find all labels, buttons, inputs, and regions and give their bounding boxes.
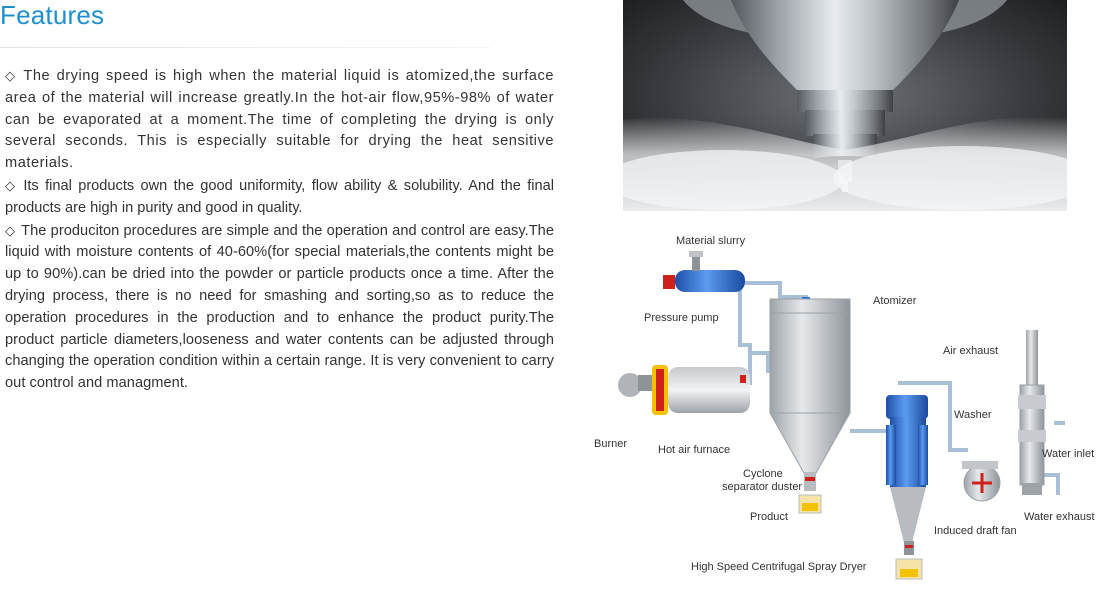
label-material-slurry: Material slurry [676, 235, 746, 247]
feature-paragraph-1 [5, 65, 554, 175]
feature-text-1: The drying speed is high when the material liquid is atomized,the surface area of the material will increase greatly.In the hot-air flow,95%-98% of water can be evaporated at a moment.The time of completing the drying is only several seconds. This is especially suitable for drying the heat sensitive materials. [5, 68, 554, 172]
label-atomizer: Atomizer [873, 295, 917, 307]
label-pressure-pump: Pressure pump [644, 312, 719, 324]
label-separator-duster: separator duster [722, 481, 803, 493]
label-water-inlet: Water inlet [1042, 448, 1095, 460]
process-flow-graphic [590, 225, 1100, 595]
label-air-exhaust: Air exhaust [943, 345, 999, 357]
label-washer: Washer [954, 409, 992, 421]
washer-tower [1018, 330, 1046, 495]
feature-paragraph-2 [5, 175, 554, 220]
feature-text-3: The produciton procedures are simple and the operation and control are easy.The liquid with moisture contents of 40-60%(for special materials,the contents might be up to 90%).can be dried into the powder or particle products once a time. After the drying process, there is no need for smashing and sorting,so as to reduce the operation procedures in the production and to enhance the product purity.The product particle diameters,looseness and water contents can be adjusted through changing the operation condition within a certain range. It is very convenient to carry out control and managment. [5, 222, 554, 392]
label-burner: Burner [594, 438, 628, 450]
atomizer-photo [623, 0, 1067, 211]
label-induced-draft-fan: Induced draft fan [934, 525, 1017, 537]
diamond-bullet-icon: ◇ [5, 68, 18, 83]
features-text [5, 65, 554, 395]
feature-text-2: Its final products own the good uniformity, flow ability & solubility. And the final products are high in purity and good in quality. [5, 177, 554, 216]
induced-draft-fan [962, 461, 1000, 501]
diagram-caption: High Speed Centrifugal Spray Dryer [691, 561, 867, 573]
page-title: Features [0, 0, 105, 30]
label-cyclone: Cyclone [743, 468, 783, 480]
diamond-bullet-icon: ◇ [5, 177, 18, 193]
feature-paragraph-3 [5, 220, 554, 395]
pressure-pump [663, 251, 745, 292]
hot-air-furnace [618, 365, 750, 415]
label-product: Product [750, 511, 788, 523]
label-hot-air-furnace: Hot air furnace [658, 444, 731, 456]
spray-dryer-diagram [590, 225, 1100, 595]
diamond-bullet-icon: ◇ [5, 222, 16, 238]
title-divider [0, 47, 490, 48]
label-water-exhaust: Water exhaust [1024, 511, 1095, 523]
cyclone-separator [886, 395, 928, 579]
